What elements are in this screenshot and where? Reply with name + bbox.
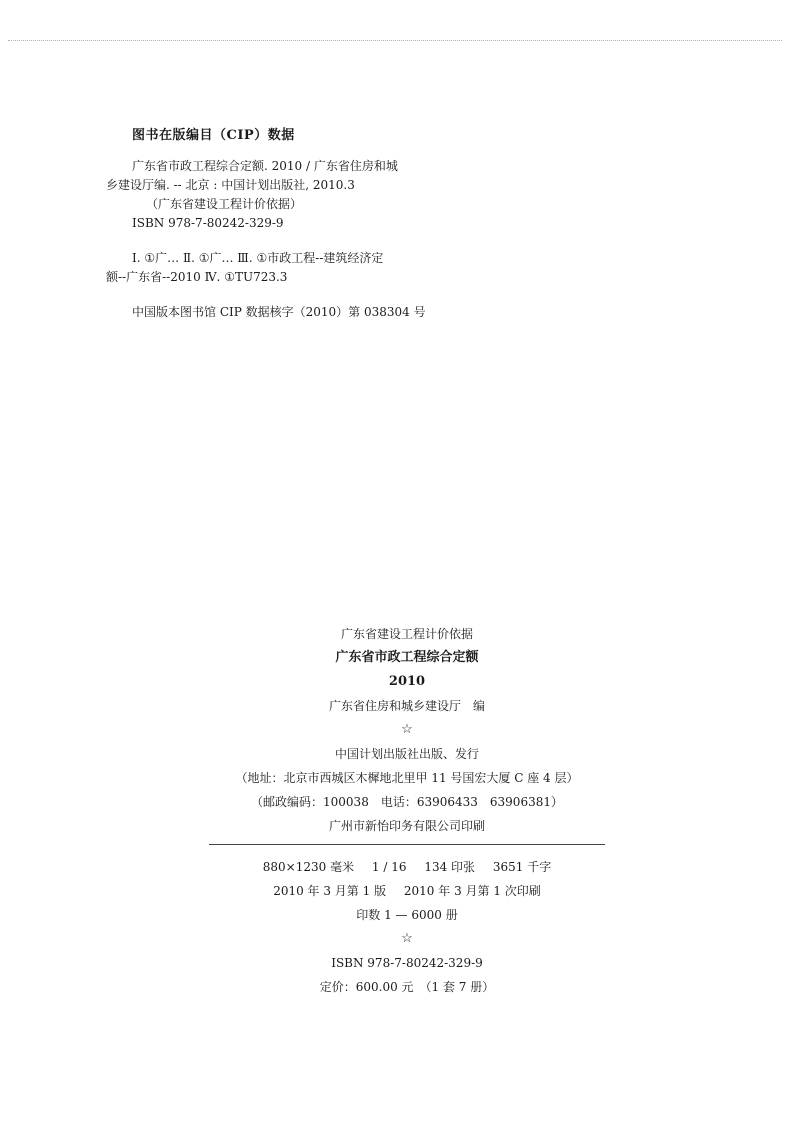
book-year: 2010 (388, 674, 426, 689)
format-fraction: 1 / 16 (371, 860, 407, 874)
address-line: （地址：北京市西城区木樨地北里甲 11 号国宏大厦 C 座 4 层） (235, 771, 579, 785)
word-count: 3651 千字 (492, 860, 552, 874)
edition-line (195, 879, 619, 903)
edition-info: 2010 年 3 月第 1 版 (273, 884, 387, 898)
publisher-line: 中国计划出版社出版、发行 (334, 747, 479, 761)
cip-line: 乡建设厅编. -- 北京 : 中国计划出版社, 2010.3 (106, 178, 355, 192)
scan-edge-line (8, 40, 782, 41)
printer-line: 广州市新怡印务有限公司印刷 (328, 819, 485, 833)
divider (209, 844, 605, 845)
cip-isbn-line: ISBN 978-7-80242-329-9 (132, 216, 284, 230)
cip-series-line: （广东省建设工程计价依据） (146, 197, 303, 211)
editor-line: 广东省住房和城乡建设厅 编 (328, 699, 485, 713)
printing-info: 2010 年 3 月第 1 次印刷 (403, 884, 541, 898)
price-line: 定价：600.00 元 （1 套 7 册） (319, 980, 495, 994)
print-run: 印数 1 — 6000 册 (356, 908, 458, 922)
cip-classification-line: 额--广东省--2010 Ⅳ. ①TU723.3 (106, 270, 288, 284)
cip-record-number: 中国版本图书馆 CIP 数据核字（2010）第 038304 号 (132, 305, 426, 319)
series-name: 广东省建设工程计价依据 (340, 627, 473, 641)
cip-classification-line: Ⅰ. ①广… Ⅱ. ①广… Ⅲ. ①市政工程--建筑经济定 (132, 251, 384, 265)
cip-data-block (106, 124, 526, 322)
sheet-count: 134 印张 (424, 860, 476, 874)
cip-line: 广东省市政工程综合定额. 2010 / 广东省住房和城 (132, 159, 398, 173)
imprint-block (195, 622, 619, 999)
book-title: 广东省市政工程综合定额 (335, 650, 479, 665)
star-icon: ☆ (401, 931, 413, 946)
star-icon: ☆ (401, 722, 413, 737)
contact-line: （邮政编码：100038 电话：63906433 63906381） (251, 795, 563, 809)
format-size: 880×1230 毫米 (262, 860, 355, 874)
format-line (195, 855, 619, 879)
cip-title: 图书在版编目（CIP）数据 (132, 128, 295, 143)
isbn-line: ISBN 978-7-80242-329-9 (331, 956, 483, 970)
